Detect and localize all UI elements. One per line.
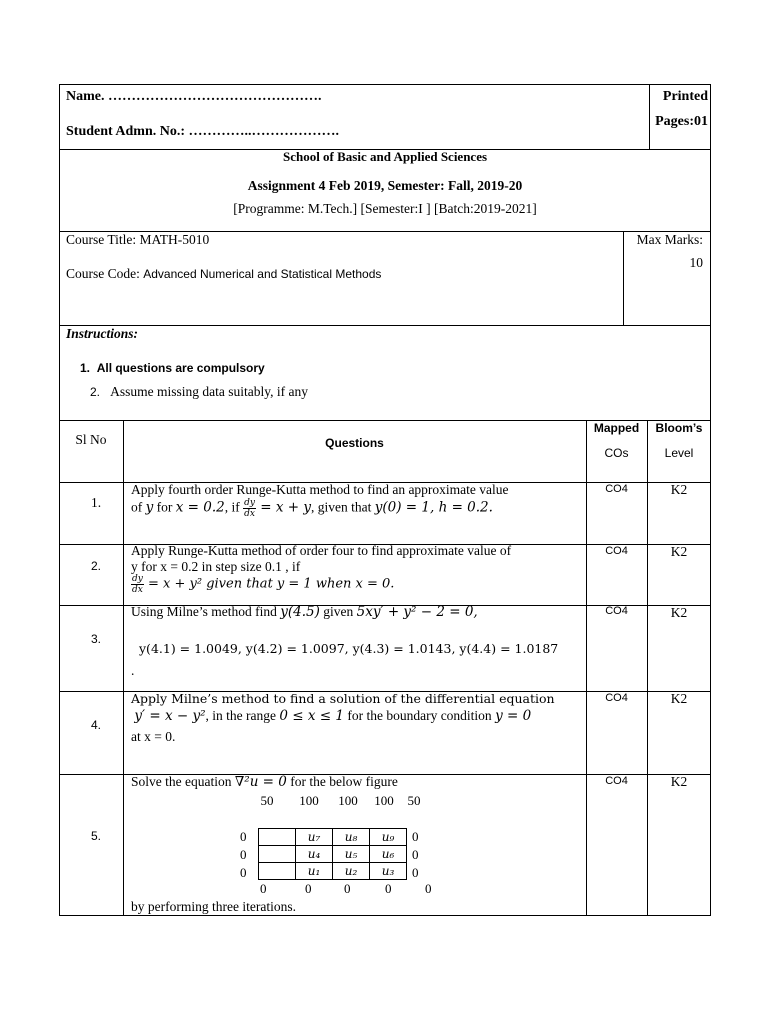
school-name: School of Basic and Applied Sciences xyxy=(282,149,488,164)
question-line xyxy=(131,708,531,724)
right-boundary-value: 0 xyxy=(412,847,419,862)
question-line xyxy=(131,604,478,620)
derivative-fraction xyxy=(243,498,256,519)
q-math: 0 ≤ x ≤ 1 xyxy=(279,708,344,724)
cell xyxy=(586,774,648,916)
question-line: Apply Runge-Kutta method of order four to find approximate value of xyxy=(131,543,512,558)
q-math: y(0) = 1, h = 0.2. xyxy=(374,499,493,516)
q-math: = x + y xyxy=(255,499,312,516)
grid-cell: u₈ xyxy=(332,828,370,846)
mapped-co: CO4 xyxy=(605,692,628,704)
instruction-text: All questions are compulsory xyxy=(96,361,265,375)
derivative-fraction xyxy=(131,574,144,595)
question-line xyxy=(131,774,398,790)
grid-cell: u₂ xyxy=(332,862,370,880)
cell xyxy=(586,605,648,692)
th-questions xyxy=(123,420,587,483)
q-text: for the boundary condition xyxy=(343,708,496,723)
grid-cell xyxy=(258,845,296,863)
bloom-level: K2 xyxy=(670,691,688,706)
left-boundary-value: 0 xyxy=(240,865,247,880)
programme-info: [Programme: M.Tech.] [Semester:I ] [Batch:2019-2021] xyxy=(233,201,537,216)
course-code-value: Advanced Numerical and Statistical Methods xyxy=(143,267,382,281)
q-math: ∇²u = 0 xyxy=(234,774,287,790)
mapped-co: CO4 xyxy=(605,605,628,617)
q-text: Using Milne’s method find xyxy=(131,604,281,619)
assignment-title: Assignment 4 Feb 2019, Semester: Fall, 2019-20 xyxy=(247,178,523,193)
grid-cell xyxy=(258,828,296,846)
question-line: at x = 0. xyxy=(131,729,176,744)
q-math: y = 0 xyxy=(495,708,532,724)
grid-cell: u₁ xyxy=(295,862,333,880)
q-text: , given that xyxy=(311,499,375,515)
row-number: 4. xyxy=(90,718,101,732)
frac-num: dy xyxy=(244,498,255,508)
top-boundary-value: 50 xyxy=(260,793,274,808)
max-marks-label: Max Marks: xyxy=(636,232,703,247)
trailing-dot: . xyxy=(131,663,135,678)
grid-cell: u₃ xyxy=(369,862,407,880)
q-text: for xyxy=(153,499,176,515)
student-admn-field: Student Admn. No.: …………..………………. xyxy=(66,124,340,139)
bloom-level: K2 xyxy=(670,482,688,497)
cell xyxy=(59,774,124,916)
instruction-item-2 xyxy=(90,384,308,400)
cell xyxy=(647,774,711,916)
q-math: y(4.5) xyxy=(280,604,320,620)
mapped-co: CO4 xyxy=(605,775,628,787)
grid-cell: u₉ xyxy=(369,828,407,846)
question-line xyxy=(131,574,394,595)
th-slno xyxy=(59,420,124,483)
instruction-num: 1. xyxy=(80,361,91,375)
top-boundary-value: 100 xyxy=(299,793,319,808)
question-line: Apply fourth order Runge-Kutta method to find an approximate value xyxy=(131,482,509,497)
q-math: y xyxy=(145,499,154,516)
course-code-label: Course Code: xyxy=(66,266,144,281)
bottom-boundary-value: 0 xyxy=(425,881,432,896)
max-marks-value: 10 xyxy=(689,255,703,270)
frac-num: dy xyxy=(132,574,143,584)
course-title: Course Title: MATH-5010 xyxy=(66,232,210,247)
grid-cell: u₄ xyxy=(295,845,333,863)
instruction-item-1 xyxy=(80,361,265,375)
instruction-num: 2. xyxy=(90,385,101,399)
q-text: for the below figure xyxy=(286,774,398,789)
question-line: y for x = 0.2 in step size 0.1 , if xyxy=(131,559,301,574)
q-text: Solve the equation xyxy=(131,774,235,789)
question-line: Apply Milne’s method to find a solution of the differential equation xyxy=(131,691,555,706)
q-math: y′ = x − y² xyxy=(134,708,206,724)
row-number: 1. xyxy=(90,495,102,510)
row-number: 2. xyxy=(90,559,101,573)
mapped-co: CO4 xyxy=(605,545,628,557)
right-boundary-value: 0 xyxy=(412,865,419,880)
frac-den: dx xyxy=(244,509,255,519)
bloom-level: K2 xyxy=(670,544,688,559)
cell xyxy=(59,544,124,606)
cell xyxy=(59,691,124,775)
q-math: 5xy′ + y² − 2 = 0, xyxy=(356,604,478,620)
left-boundary-value: 0 xyxy=(240,829,247,844)
printed-label: Printed xyxy=(662,89,708,104)
bottom-boundary-value: 0 xyxy=(305,881,312,896)
q-text: of xyxy=(131,499,146,515)
pages-label: Pages:01 xyxy=(655,114,708,129)
th-questions-label: Questions xyxy=(325,436,384,450)
top-boundary-value: 100 xyxy=(374,793,394,808)
cell xyxy=(59,482,124,545)
th-bloom-line2: Level xyxy=(664,446,694,460)
instruction-text: Assume missing data suitably, if any xyxy=(110,384,308,399)
th-mapped-line1: Mapped xyxy=(593,421,640,435)
instructions-heading: Instructions: xyxy=(66,326,139,341)
bottom-boundary-value: 0 xyxy=(344,881,351,896)
grid-cell: u₆ xyxy=(369,845,407,863)
top-boundary-value: 100 xyxy=(338,793,358,808)
q-math: = x + y² given that y = 1 when x = 0. xyxy=(143,576,395,592)
q-math: x = 0.2 xyxy=(175,499,225,516)
given-values: y(4.1) = 1.0049, y(4.2) = 1.0097, y(4.3) = 1.0143, y(4.4) = 1.0187 xyxy=(139,641,559,656)
row-number: 3. xyxy=(90,632,101,646)
name-field: Name. ………………………………………. xyxy=(66,89,322,104)
course-code xyxy=(66,266,381,282)
bloom-level: K2 xyxy=(670,605,688,620)
th-bloom-line1: Bloom’s xyxy=(655,421,703,435)
cell xyxy=(59,605,124,692)
q-text: , in the range xyxy=(205,708,280,723)
th-mapped-line2: COs xyxy=(604,446,629,460)
q-text: given xyxy=(319,604,357,619)
bloom-level: K2 xyxy=(670,774,688,789)
q-text: , if xyxy=(224,499,244,515)
grid-cell: u₇ xyxy=(295,828,333,846)
th-slno-label: Sl No xyxy=(75,432,107,447)
question-line xyxy=(131,498,493,519)
bottom-boundary-value: 0 xyxy=(260,881,267,896)
mapped-co: CO4 xyxy=(605,483,628,495)
question-line: by performing three iterations. xyxy=(131,899,296,914)
top-boundary-value: 50 xyxy=(407,793,421,808)
right-boundary-value: 0 xyxy=(412,829,419,844)
bottom-boundary-value: 0 xyxy=(385,881,392,896)
grid-cell: u₅ xyxy=(332,845,370,863)
frac-den: dx xyxy=(132,585,143,595)
row-number: 5. xyxy=(90,829,101,843)
left-boundary-value: 0 xyxy=(240,847,247,862)
grid-cell xyxy=(258,862,296,880)
